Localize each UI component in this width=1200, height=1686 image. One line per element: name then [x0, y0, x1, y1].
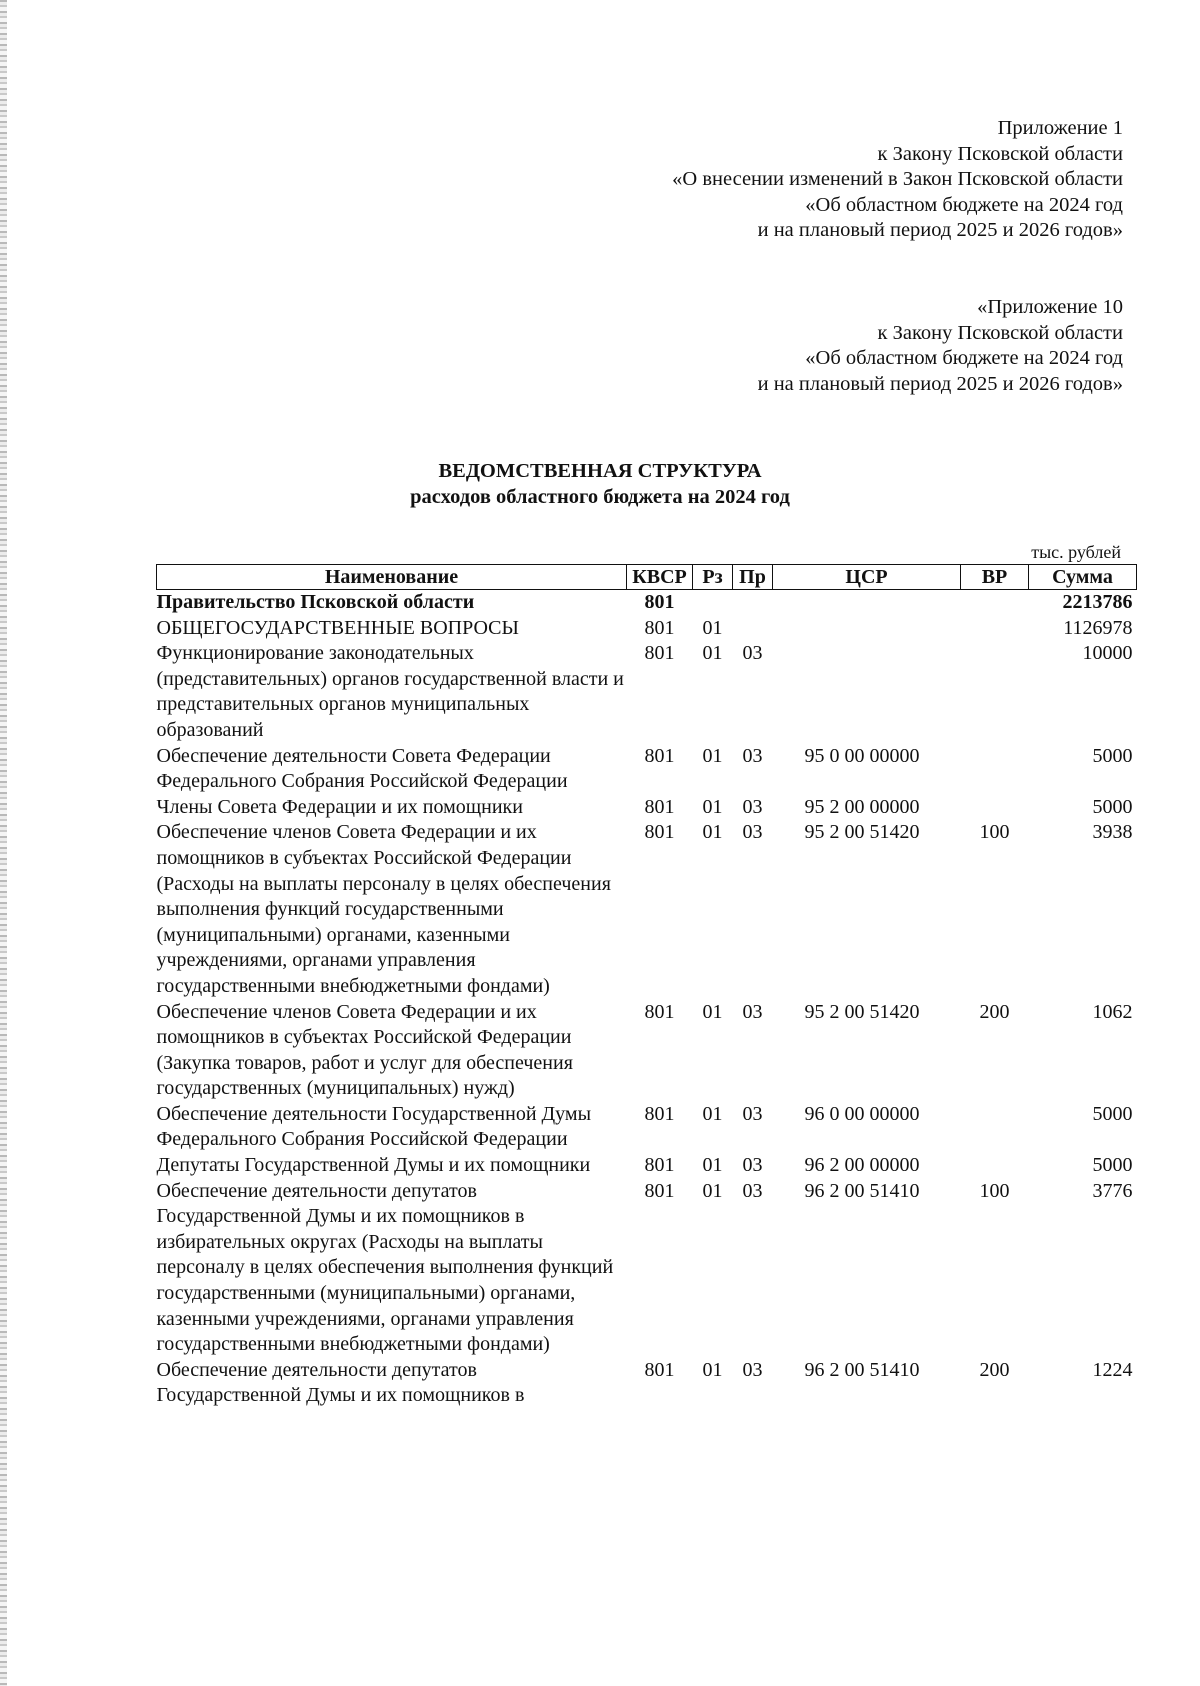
row-sum: 5000 [1092, 795, 1133, 818]
original-appendix-line: «Об областном бюджете на 2024 год [805, 347, 1123, 370]
row-kvsr: 801 [644, 642, 675, 665]
row-sum: 2213786 [1062, 591, 1133, 613]
row-csr: 95 2 00 51420 [804, 821, 920, 844]
row-pr: 03 [742, 1102, 763, 1125]
document-title: ВЕДОМСТВЕННАЯ СТРУКТУРА [438, 460, 762, 482]
row-rz: 01 [702, 1000, 723, 1023]
table-row [157, 1153, 1137, 1179]
header-csr: ЦСР [773, 565, 961, 590]
table-row [157, 744, 1137, 795]
row-pr: 03 [742, 642, 763, 665]
row-name: Обеспечение деятельности Государственной Думы Федерального Собрания Российской Федерации [156, 1102, 592, 1151]
row-vr [961, 641, 1029, 743]
row-vr [961, 1102, 1029, 1153]
row-name: Депутаты Государственной Думы и их помощники [156, 1154, 591, 1177]
row-rz [693, 590, 733, 616]
original-appendix-line: «Приложение 10 [977, 296, 1123, 318]
row-kvsr: 801 [644, 1102, 675, 1125]
row-sum: 5000 [1092, 744, 1133, 767]
row-pr: 03 [742, 795, 763, 818]
table-row [157, 590, 1137, 616]
row-csr [773, 641, 961, 743]
header-rz: Рз [693, 565, 733, 590]
row-vr: 200 [979, 1358, 1010, 1381]
row-rz: 01 [702, 1102, 723, 1125]
header-kvsr: КВСР [627, 565, 693, 590]
appendix-line: «О внесении изменений в Закон Псковской области [672, 168, 1123, 191]
appendix-line: «Об областном бюджете на 2024 год [805, 193, 1123, 216]
row-kvsr: 801 [644, 616, 675, 639]
appendix-line: и на плановый период 2025 и 2026 годов» [757, 219, 1123, 242]
table-row [157, 641, 1137, 743]
row-sum: 3776 [1092, 1179, 1133, 1202]
row-sum: 1126978 [1063, 616, 1133, 639]
row-name: Члены Совета Федерации и их помощники [156, 795, 523, 818]
row-rz: 01 [702, 1179, 723, 1202]
row-name: Правительство Псковской области [156, 591, 475, 613]
table-row [157, 1102, 1137, 1153]
row-csr: 95 2 00 00000 [804, 795, 920, 818]
row-name: Обеспечение деятельности Совета Федерации Федерального Собрания Российской Федерации [156, 744, 568, 793]
row-name: Обеспечение членов Совета Федерации и их помощников в субъектах Российской Федерации (Расходы на выплаты персоналу в целях обеспечения выполнения функций государственными (муниципальными) органами, казенными учреждениями, органами управления государственными внебюджетными фондами) [156, 821, 611, 997]
row-csr [773, 616, 961, 642]
row-kvsr: 801 [644, 744, 675, 767]
row-csr: 96 2 00 00000 [804, 1154, 920, 1177]
header-name: Наименование [157, 565, 627, 590]
header-vr: ВР [961, 565, 1029, 590]
row-rz: 01 [702, 1358, 723, 1381]
row-sum: 1062 [1092, 1000, 1133, 1023]
row-pr [733, 590, 773, 616]
document-subtitle: расходов областного бюджета на 2024 год [410, 486, 790, 508]
units-label: тыс. рублей [1031, 542, 1121, 562]
row-rz: 01 [702, 744, 723, 767]
table-row [157, 795, 1137, 821]
table-row [157, 1000, 1137, 1102]
row-sum: 5000 [1092, 1102, 1133, 1125]
row-rz: 01 [702, 821, 723, 844]
row-name: ОБЩЕГОСУДАРСТВЕННЫЕ ВОПРОСЫ [156, 616, 519, 639]
row-sum: 1224 [1092, 1358, 1133, 1381]
row-csr [773, 590, 961, 616]
row-vr: 100 [979, 1179, 1010, 1202]
row-csr: 95 2 00 51420 [804, 1000, 920, 1023]
header-sum: Сумма [1029, 565, 1137, 590]
row-rz: 01 [702, 642, 723, 665]
row-rz: 01 [702, 795, 723, 818]
table-row [157, 1358, 1137, 1409]
row-kvsr: 801 [644, 1000, 675, 1023]
row-vr [961, 590, 1029, 616]
row-pr: 03 [742, 744, 763, 767]
scan-edge [0, 0, 7, 1686]
row-kvsr: 801 [644, 1358, 675, 1381]
row-pr [733, 616, 773, 642]
row-vr: 100 [979, 821, 1010, 844]
original-appendix-line: к Закону Псковской области [877, 321, 1123, 344]
row-csr: 96 0 00 00000 [804, 1102, 920, 1125]
row-csr: 95 0 00 00000 [804, 744, 920, 767]
row-vr: 200 [979, 1000, 1010, 1023]
original-appendix-line: и на плановый период 2025 и 2026 годов» [757, 372, 1123, 395]
row-sum: 10000 [1082, 642, 1133, 665]
row-rz: 01 [702, 616, 723, 639]
row-vr [961, 795, 1029, 821]
appendix-line: к Закону Псковской области [877, 142, 1123, 165]
row-kvsr: 801 [644, 795, 675, 818]
row-pr: 03 [742, 1179, 763, 1202]
table-header-row [157, 565, 1137, 590]
row-sum: 3938 [1092, 821, 1133, 844]
row-name: Обеспечение членов Совета Федерации и их помощников в субъектах Российской Федерации (Закупка товаров, работ и услуг для обеспечения государственных (муниципальных) нужд) [156, 1000, 573, 1100]
row-rz: 01 [702, 1154, 723, 1177]
row-vr [961, 616, 1029, 642]
table-row [157, 616, 1137, 642]
appendix-header [672, 116, 1123, 244]
header-pr: Пр [733, 565, 773, 590]
budget-table [156, 564, 1137, 1409]
row-vr [961, 744, 1029, 795]
row-kvsr: 801 [644, 1154, 675, 1177]
row-pr: 03 [742, 1000, 763, 1023]
row-pr: 03 [742, 1358, 763, 1381]
row-sum: 5000 [1092, 1154, 1133, 1177]
row-name: Функционирование законодательных (представительных) органов государственной власти и представительных органов муниципальных образований [156, 642, 624, 741]
row-kvsr: 801 [644, 591, 675, 613]
row-kvsr: 801 [644, 821, 675, 844]
row-name: Обеспечение деятельности депутатов Государственной Думы и их помощников в [156, 1358, 525, 1407]
row-pr: 03 [742, 821, 763, 844]
row-csr: 96 2 00 51410 [804, 1179, 920, 1202]
appendix-line: Приложение 1 [997, 117, 1123, 139]
table-row [157, 1179, 1137, 1358]
original-appendix-header [758, 295, 1123, 397]
row-csr: 96 2 00 51410 [804, 1358, 920, 1381]
row-vr [961, 1153, 1029, 1179]
row-name: Обеспечение деятельности депутатов Государственной Думы и их помощников в избирательных округах (Расходы на выплаты персоналу в целях обеспечения выполнения функций государственными (муниципальными) органами, казенными учреждениями, органами управления государственными внебюджетными фондами) [156, 1179, 614, 1356]
row-kvsr: 801 [644, 1179, 675, 1202]
table-row [157, 820, 1137, 999]
row-pr: 03 [742, 1154, 763, 1177]
